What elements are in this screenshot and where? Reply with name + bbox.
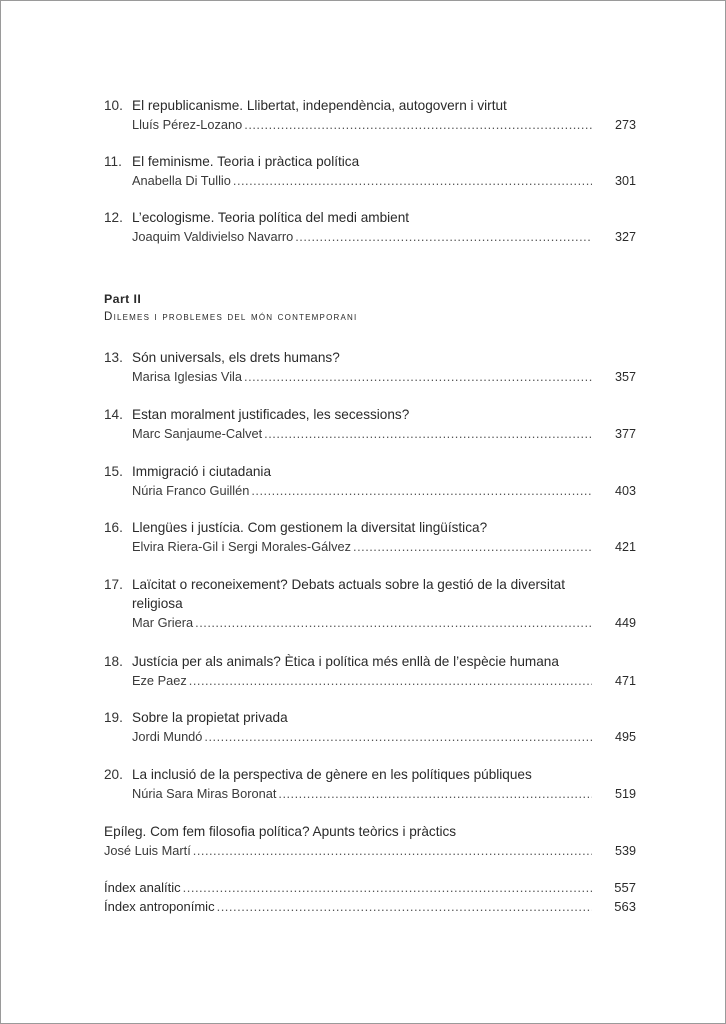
toc-entry-12[interactable] [104,208,636,247]
dot-leader [195,613,592,632]
entry-page-number: 449 [614,616,636,630]
entry-author: Marisa Iglesias Vila [132,369,243,384]
index-entry-antroponimic[interactable] [104,897,636,916]
toc-entry-13[interactable] [104,348,636,387]
entry-title: Laïcitat o reconeixement? Debats actuals sobre la gestió de la diversitat religiosa [132,577,565,611]
index-entry-analitic[interactable] [104,878,636,897]
part-label: Part II [104,292,142,306]
index-label: Índex antroponímic [104,899,215,914]
toc-entry-15[interactable] [104,462,636,501]
entry-title: Són universals, els drets humans? [132,350,340,365]
toc-entry-20[interactable] [104,765,636,804]
entry-page-number: 327 [614,230,636,244]
part-heading [104,290,636,326]
dot-leader [251,481,592,500]
entry-number: 12. [104,210,123,225]
entry-page-number: 357 [614,370,636,384]
toc-entry-17[interactable] [104,575,636,633]
entry-number: 13. [104,350,123,365]
entry-number: 10. [104,98,123,113]
entry-page-number: 403 [614,484,636,498]
entry-title: La inclusió de la perspectiva de gènere en les polítiques públiques [132,767,532,782]
entry-author: Anabella Di Tullio [132,173,231,188]
index-page-number: 557 [614,880,636,895]
toc-entry-epilogue[interactable] [104,822,636,861]
entry-title: Estan moralment justificades, les secessions? [132,407,410,422]
dot-leader [204,727,592,746]
index-label: Índex analític [104,880,181,895]
dot-leader [353,537,592,556]
entry-title: L’ecologisme. Teoria política del medi ambient [132,210,410,225]
dot-leader [233,171,592,190]
entry-page-number: 273 [614,118,636,132]
part-subtitle: Dilemes i problemes del món contemporani [104,310,358,323]
dot-leader [217,897,592,916]
dot-leader [193,841,592,860]
entry-title: Justícia per als animals? Ètica i política més enllà de l’espècie humana [132,654,559,669]
dot-leader [264,424,592,443]
dot-leader [183,878,592,897]
toc-entry-19[interactable] [104,708,636,747]
toc-entry-18[interactable] [104,652,636,691]
entry-author: Núria Franco Guillén [132,483,250,498]
entry-number: 20. [104,767,123,782]
toc-entry-16[interactable] [104,518,636,557]
entry-author: Núria Sara Miras Boronat [132,786,277,801]
dot-leader [278,784,592,803]
toc-entry-14[interactable] [104,405,636,444]
entry-number: 14. [104,407,123,422]
entry-number: 11. [104,154,122,169]
entry-page-number: 421 [614,540,636,554]
entry-author: Mar Griera [132,615,194,630]
entry-title: El republicanisme. Llibertat, independència, autogovern i virtut [132,98,507,113]
entry-title: El feminisme. Teoria i pràctica política [132,154,360,169]
entry-author: Lluís Pérez-Lozano [132,117,243,132]
index-list [104,878,636,916]
dot-leader [295,227,592,246]
entry-page-number: 301 [614,174,636,188]
toc-entry-11[interactable] [104,152,636,191]
epilogue-page-number: 539 [614,844,636,858]
entry-author: Marc Sanjaume-Calvet [132,426,263,441]
entry-author: Joaquim Valdivielso Navarro [132,229,294,244]
entry-author: Elvira Riera-Gil i Sergi Morales-Gálvez [132,539,352,554]
toc-entry-10[interactable] [104,96,636,135]
entry-page-number: 519 [614,787,636,801]
entry-number: 18. [104,654,123,669]
entry-author: Eze Paez [132,673,187,688]
entry-number: 19. [104,710,123,725]
entry-number: 17. [104,577,123,592]
epilogue-author: José Luis Martí [104,843,191,858]
entry-number: 15. [104,464,123,479]
entry-author: Jordi Mundó [132,729,203,744]
entry-page-number: 471 [614,674,636,688]
entry-page-number: 495 [614,730,636,744]
dot-leader [244,367,592,386]
entry-title: Immigració i ciutadania [132,464,272,479]
entry-number: 16. [104,520,123,535]
entry-title: Sobre la propietat privada [132,710,288,725]
dot-leader [189,671,592,690]
epilogue-title: Epíleg. Com fem filosofia política? Apunts teòrics i pràctics [104,824,457,839]
dot-leader [244,115,592,134]
entry-page-number: 377 [614,427,636,441]
index-page-number: 563 [614,899,636,914]
entry-title: Llengües i justícia. Com gestionem la diversitat lingüística? [132,520,488,535]
